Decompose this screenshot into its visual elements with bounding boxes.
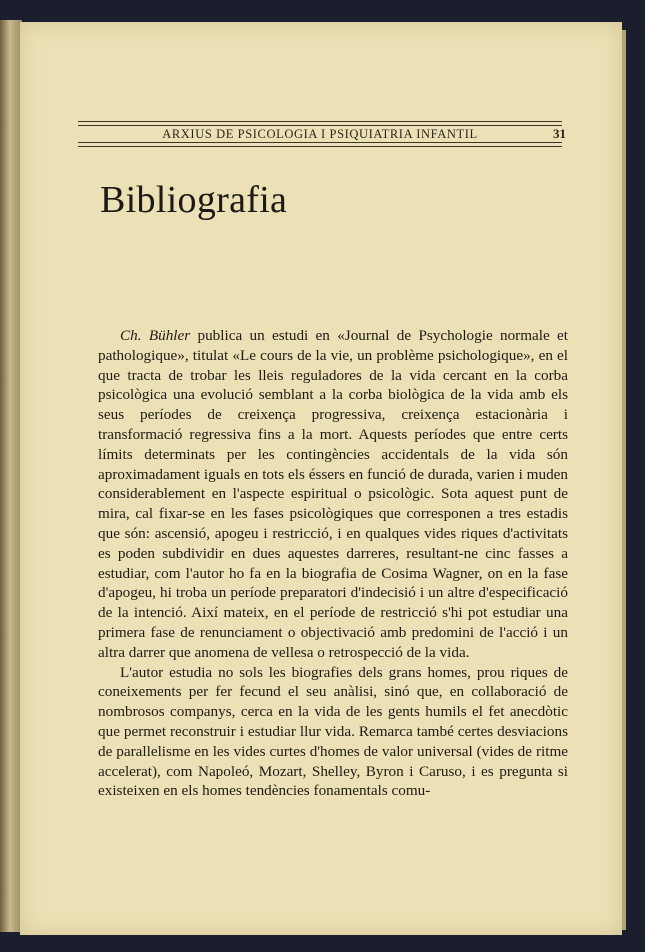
book-spine-edge: [0, 20, 22, 932]
running-head: [78, 96, 566, 154]
header-rule-bottom: [78, 146, 562, 147]
article-body: [98, 326, 568, 801]
paragraph-1-text: publica un estudi en «Journal de Psychologie normale et pathologique», titulat «Le cours de la vie, un problème psichologique», en el que tracta de trobar les lleis reguladores de la vida cercant en la corba psicològica una evolució semblant a la corba biològica de la vida amb els seus períodes de creixença progressiva, creixença estacionària i transformació regressiva fins a la mort. Aquests períodes que entre certs límits determinats per les contingències accidentals de la vida són aproximadament iguals en tots els éssers en funció de durada, varien i muden considerablement en l'aspecte espiritual o psicològic. Sota aquest punt de mira, cal fixar-se en les fases psicològiques que corresponen a tres estadis que són: ascensió, apogeu i restricció, i en qualques vides riques d'activitats es poden subdividir en dues aquestes darreres, resultant-ne cinc fasses a estudiar, com l'autor ho fa en la biografia de Cosima Wagner, on en la fase d'apogeu, hi troba un període preparatori d'indecisió i un altre d'especificació de la intenció. Així mateix, en el període de restricció s'hi pot estudiar una primera fase de renunciament o objectivació amb predomini de l'acció i un altra darrer que anomena de vellesa o retrospecció de la vida.: [98, 327, 569, 661]
header-rule-bottom-inner: [78, 142, 562, 143]
section-title: Bibliografia: [100, 179, 288, 221]
paragraph-1: [98, 326, 568, 663]
author-name: Ch. Bühler: [120, 327, 191, 344]
header-rule-top: [78, 121, 562, 122]
page-number: 31: [553, 126, 566, 141]
journal-title: ARXIUS DE PSICOLOGIA I PSIQUIATRIA INFANTIL: [162, 127, 478, 141]
page-stack-edge: [622, 30, 626, 930]
paragraph-2: L'autor estudia no sols les biografies dels grans homes, prou riques de coneixements per fer fecund el seu anàlisi, sinó que, en collaboració de nombrosos companys, cerca en la vida de les gents humils el fet anecdòtic que permet reconstruir i estudiar llur vida. Remarca també certes desviacions de parallelisme en les vides curtes d'homes de valor universal (vides de ritme accelerat), com Napoleó, Mozart, Shelley, Byron i Caruso, i es pregunta si existeixen en els homes tendències fonamentals comu-: [98, 663, 568, 800]
